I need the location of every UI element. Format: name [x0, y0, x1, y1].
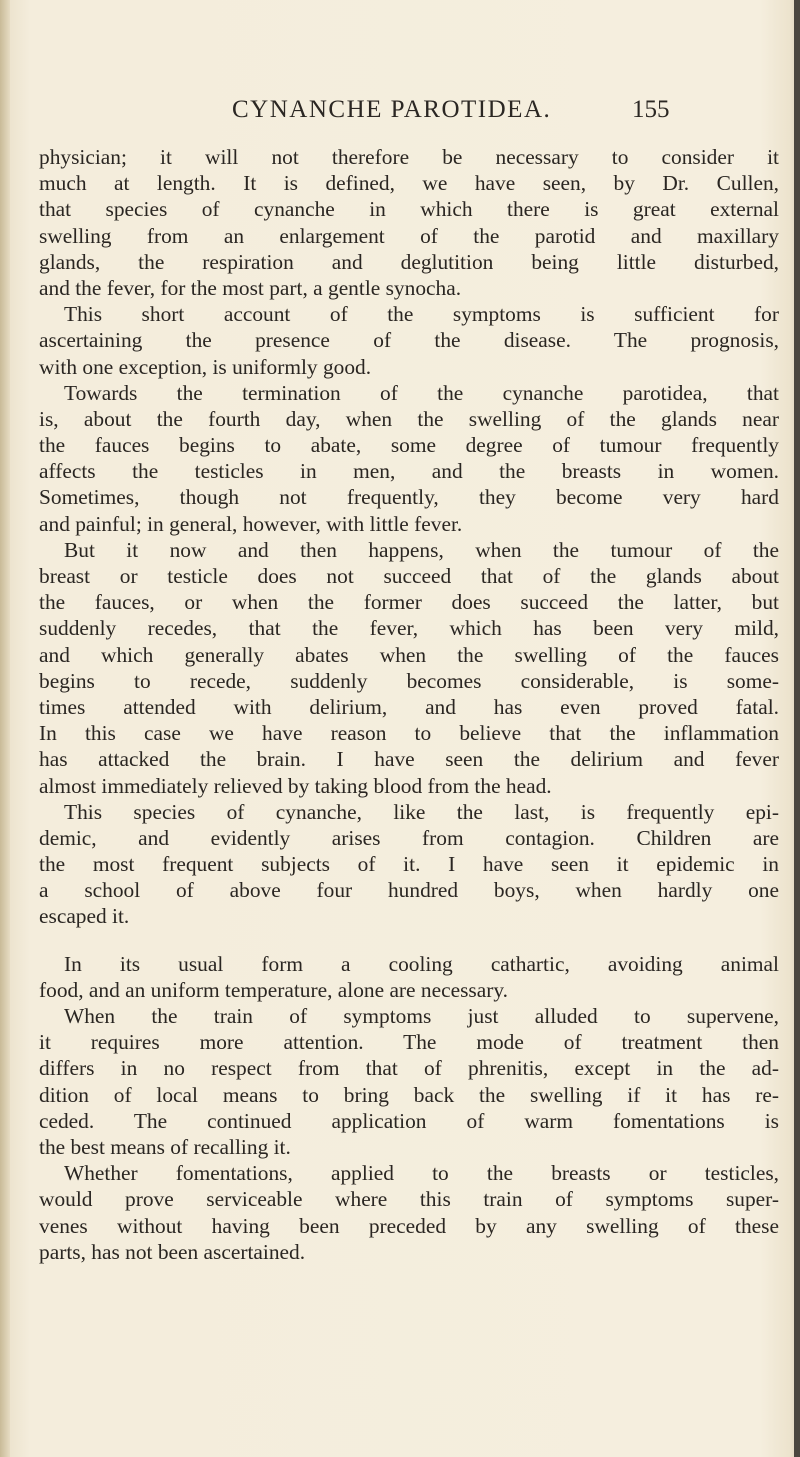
text-line: This short account of the symptoms is sufficient for — [64, 302, 779, 327]
text-line: This species of cynanche, like the last, is frequently epi- — [64, 799, 779, 824]
text-line: When the train of symptoms just alluded to supervene, — [64, 1004, 779, 1028]
text-line: ceded. The continued application of warm fomentations is — [39, 1108, 779, 1133]
text-line: affects the testicles in men, and the breasts in women. — [39, 459, 779, 484]
text-line: breast or testicle does not succeed that of the glands about — [39, 564, 779, 588]
text-line: and which generally abates when the swelling of the fauces — [39, 642, 779, 667]
text-line: venes without having been preceded by any swelling of these — [39, 1213, 779, 1238]
text-line: almost immediately relieved by taking blood from the head. — [39, 773, 552, 798]
text-line: demic, and evidently arises from contagion. Children are — [39, 825, 779, 850]
text-line: ascertaining the presence of the disease. The prognosis, — [39, 328, 779, 353]
section-gap — [39, 930, 779, 951]
text-line: food, and an uniform temperature, alone are necessary. — [39, 977, 508, 1002]
text-line: Sometimes, though not frequently, they become very hard — [39, 485, 779, 510]
text-line: glands, the respiration and deglutition being little disturbed, — [39, 249, 779, 274]
text-line: differs in no respect from that of phrenitis, except in the ad- — [39, 1056, 779, 1081]
page-right-edge — [794, 0, 800, 1457]
page-binding-edge — [0, 0, 10, 1457]
text-line: is, about the fourth day, when the swelling of the glands near — [39, 406, 779, 431]
text-line: begins to recede, suddenly becomes considerable, is some- — [39, 668, 779, 693]
text-line: parts, has not been ascertained. — [39, 1239, 306, 1264]
text-line: and painful; in general, however, with little fever. — [39, 511, 463, 536]
text-line: much at length. It is defined, we have seen, by Dr. Cullen, — [39, 171, 779, 196]
text-line: that species of cynanche in which there is great external — [39, 197, 779, 222]
text-line: would prove serviceable where this train of symptoms super- — [39, 1187, 779, 1212]
page-number: 155 — [632, 96, 670, 123]
text-line: with one exception, is uniformly good. — [39, 354, 372, 379]
text-line: times attended with delirium, and has even proved fatal. — [39, 694, 779, 719]
text-line: But it now and then happens, when the tumour of the — [64, 537, 779, 562]
text-line: the most frequent subjects of it. I have seen it epidemic in — [39, 852, 779, 877]
text-line: it requires more attention. The mode of treatment then — [39, 1030, 779, 1055]
text-line: In this case we have reason to believe that the inflammation — [39, 721, 779, 746]
text-line: the best means of recalling it. — [39, 1134, 291, 1159]
body-text — [39, 144, 779, 1265]
text-line: swelling from an enlargement of the parotid and maxillary — [39, 223, 779, 248]
text-line: dition of local means to bring back the swelling if it has re- — [39, 1082, 779, 1107]
text-line: physician; it will not therefore be necessary to consider it — [39, 145, 779, 169]
text-line: and the fever, for the most part, a gentle synocha. — [39, 275, 462, 300]
text-line: the fauces, or when the former does succeed the latter, but — [39, 590, 779, 615]
text-line: has attacked the brain. I have seen the delirium and fever — [39, 747, 779, 772]
text-line: Towards the termination of the cynanche parotidea, that — [64, 380, 779, 405]
text-line: suddenly recedes, that the fever, which has been very mild, — [39, 616, 779, 641]
text-line: escaped it. — [39, 904, 130, 929]
running-head: CYNANCHE PAROTIDEA. — [232, 96, 552, 123]
text-line: a school of above four hundred boys, when hardly one — [39, 878, 779, 903]
page-header — [0, 96, 800, 136]
text-line: the fauces begins to abate, some degree of tumour frequently — [39, 433, 779, 458]
text-line: Whether fomentations, applied to the breasts or testicles, — [64, 1161, 779, 1186]
text-line: In its usual form a cooling cathartic, avoiding animal — [64, 951, 779, 976]
